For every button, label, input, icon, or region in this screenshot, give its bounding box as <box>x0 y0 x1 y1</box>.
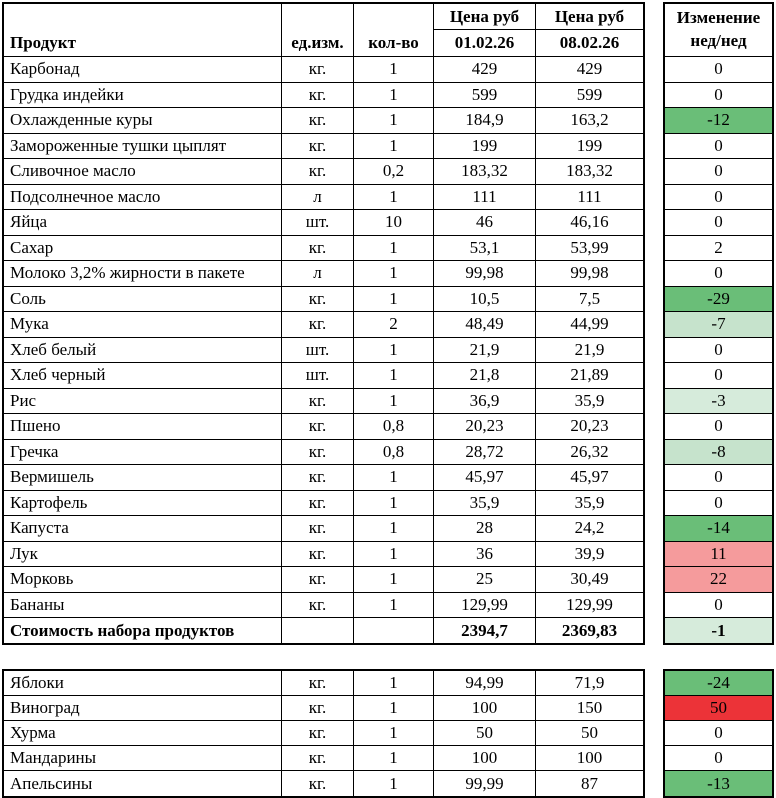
quantity-cell: 1 <box>354 516 434 541</box>
price-2-cell: 87 <box>581 773 598 793</box>
table-row <box>4 159 643 185</box>
price-1-cell: 28 <box>434 516 536 541</box>
product-name-cell: Замороженные тушки цыплят <box>4 134 282 159</box>
header-unit: ед.изм. <box>282 4 354 56</box>
product-name-cell: Сливочное масло <box>4 159 282 184</box>
change-header-line1: Изменение <box>676 8 761 28</box>
price-1-cell: 48,49 <box>434 312 536 337</box>
unit-cell: кг. <box>282 593 354 618</box>
price-1-cell: 21,9 <box>434 338 536 363</box>
change-cell: -1 <box>665 618 772 644</box>
quantity-cell: 1 <box>354 696 434 720</box>
quantity-cell: 1 <box>354 542 434 567</box>
product-name-cell: Молоко 3,2% жирности в пакете <box>4 261 282 286</box>
unit-cell: кг. <box>282 312 354 337</box>
unit-cell: кг. <box>282 57 354 82</box>
quantity-cell: 1 <box>354 746 434 770</box>
header-price-2-label: Цена руб <box>536 4 643 30</box>
table-row <box>4 414 643 440</box>
quantity-cell: 1 <box>354 567 434 592</box>
price-1-cell: 28,72 <box>434 440 536 465</box>
table-row <box>4 338 643 364</box>
change-cell: -8 <box>665 440 772 466</box>
unit-cell: кг. <box>282 108 354 133</box>
price-1-cell: 99,98 <box>434 261 536 286</box>
price-2-cell: 26,32 <box>570 441 609 461</box>
quantity-cell: 1 <box>354 108 434 133</box>
change-cell: 0 <box>665 83 772 109</box>
product-name-cell: Яблоки <box>4 671 282 695</box>
change-cell: 0 <box>665 593 772 619</box>
quantity-cell: 1 <box>354 185 434 210</box>
price-2-cell: 7,5 <box>578 288 601 308</box>
price-2-cell: 111 <box>577 186 602 206</box>
price-2-cell: 163,2 <box>570 110 609 130</box>
price-1-cell: 100 <box>434 696 536 720</box>
change-cell: -12 <box>665 108 772 134</box>
quantity-cell: 1 <box>354 287 434 312</box>
product-name-cell: Гречка <box>4 440 282 465</box>
change-cell: 0 <box>665 746 772 771</box>
quantity-cell: 1 <box>354 593 434 618</box>
price-1-cell: 129,99 <box>434 593 536 618</box>
quantity-cell: 1 <box>354 491 434 516</box>
product-name-cell: Стоимость набора продуктов <box>4 618 282 644</box>
product-name-cell: Карбонад <box>4 57 282 82</box>
header-price-1 <box>434 4 536 56</box>
price-2-cell: 39,9 <box>574 543 605 563</box>
unit-cell: л <box>282 261 354 286</box>
price-2-cell: 100 <box>576 748 603 767</box>
change-cell: 0 <box>665 261 772 287</box>
product-name-cell: Мука <box>4 312 282 337</box>
quantity-cell <box>354 618 434 644</box>
price-1-cell: 94,99 <box>434 671 536 695</box>
table-row <box>4 746 643 771</box>
table-row <box>4 261 643 287</box>
grocery-rows <box>4 57 643 644</box>
price-1-cell: 10,5 <box>434 287 536 312</box>
unit-cell: кг. <box>282 414 354 439</box>
table-row <box>4 57 643 83</box>
change-cell: 0 <box>665 414 772 440</box>
header-price-2 <box>536 4 643 56</box>
unit-cell: кг. <box>282 83 354 108</box>
price-2-cell: 183,32 <box>566 161 613 181</box>
unit-cell: кг. <box>282 721 354 745</box>
quantity-cell: 2 <box>354 312 434 337</box>
table-row <box>4 440 643 466</box>
product-name-cell: Хлеб черный <box>4 363 282 388</box>
price-2-cell: 199 <box>576 135 603 155</box>
table-row <box>4 771 643 796</box>
grocery-table-header <box>4 4 643 57</box>
table-row <box>4 83 643 109</box>
product-name-cell: Грудка индейки <box>4 83 282 108</box>
table-row <box>4 312 643 338</box>
table-row <box>4 185 643 211</box>
change-cell: 11 <box>665 542 772 568</box>
price-2-cell: 2369,83 <box>561 620 618 640</box>
price-2-cell: 45,97 <box>570 467 609 487</box>
change-header-line2: нед/нед <box>690 31 747 50</box>
unit-cell: кг. <box>282 671 354 695</box>
price-2-cell: 129,99 <box>566 594 613 614</box>
price-1-cell: 100 <box>434 746 536 770</box>
change-cell: -13 <box>665 771 772 796</box>
fruit-rows <box>4 671 643 796</box>
unit-cell: кг. <box>282 440 354 465</box>
unit-cell: кг. <box>282 542 354 567</box>
quantity-cell: 1 <box>354 363 434 388</box>
price-2-cell: 30,49 <box>570 569 609 589</box>
product-name-cell: Бананы <box>4 593 282 618</box>
unit-cell: кг. <box>282 696 354 720</box>
table-row <box>4 465 643 491</box>
table-row <box>4 210 643 236</box>
unit-cell: кг. <box>282 567 354 592</box>
product-name-cell: Лук <box>4 542 282 567</box>
table-row <box>4 542 643 568</box>
unit-cell: кг. <box>282 159 354 184</box>
unit-cell: кг. <box>282 746 354 770</box>
unit-cell: кг. <box>282 287 354 312</box>
change-cell: 0 <box>665 134 772 160</box>
price-1-cell: 429 <box>434 57 536 82</box>
unit-cell: шт. <box>282 363 354 388</box>
product-name-cell: Пшено <box>4 414 282 439</box>
table-row <box>4 696 643 721</box>
quantity-cell: 1 <box>354 134 434 159</box>
table-row <box>4 389 643 415</box>
price-1-cell: 36 <box>434 542 536 567</box>
product-name-cell: Хлеб белый <box>4 338 282 363</box>
price-2-cell: 150 <box>576 698 603 717</box>
price-1-cell: 199 <box>434 134 536 159</box>
table-row <box>4 671 643 696</box>
price-2-cell: 429 <box>576 59 603 79</box>
price-2-cell: 21,89 <box>570 365 609 385</box>
price-2-cell: 20,23 <box>570 416 609 436</box>
table-row <box>4 593 643 619</box>
change-cell: 0 <box>665 491 772 517</box>
table-row <box>4 516 643 542</box>
product-name-cell: Мандарины <box>4 746 282 770</box>
price-1-cell: 46 <box>434 210 536 235</box>
quantity-cell: 1 <box>354 465 434 490</box>
change-column-header <box>665 4 772 57</box>
change-column-fruit <box>663 669 774 798</box>
header-price-1-label: Цена руб <box>434 4 535 30</box>
grocery-change-cells <box>665 57 772 644</box>
change-cell: 2 <box>665 236 772 262</box>
quantity-cell: 1 <box>354 261 434 286</box>
price-2-cell: 35,9 <box>574 390 605 410</box>
unit-cell: кг. <box>282 389 354 414</box>
price-2-cell: 53,99 <box>570 237 609 257</box>
unit-cell: кг. <box>282 134 354 159</box>
unit-cell: кг. <box>282 491 354 516</box>
product-name-cell: Вермишель <box>4 465 282 490</box>
change-cell: -7 <box>665 312 772 338</box>
change-cell: 0 <box>665 338 772 364</box>
unit-cell: шт. <box>282 338 354 363</box>
change-cell: 0 <box>665 210 772 236</box>
unit-cell: шт. <box>282 210 354 235</box>
grocery-table <box>2 2 645 645</box>
price-2-cell: 71,9 <box>574 673 605 692</box>
product-name-cell: Морковь <box>4 567 282 592</box>
change-cell: -14 <box>665 516 772 542</box>
product-name-cell: Виноград <box>4 696 282 720</box>
quantity-cell: 10 <box>354 210 434 235</box>
change-cell: 50 <box>665 696 772 721</box>
change-cell: 0 <box>665 185 772 211</box>
change-cell: -29 <box>665 287 772 313</box>
quantity-cell: 1 <box>354 338 434 363</box>
quantity-cell: 1 <box>354 771 434 796</box>
product-name-cell: Подсолнечное масло <box>4 185 282 210</box>
quantity-cell: 0,8 <box>354 414 434 439</box>
price-2-cell: 599 <box>576 84 603 104</box>
quantity-cell: 1 <box>354 83 434 108</box>
change-cell: -3 <box>665 389 772 415</box>
price-2-cell: 35,9 <box>574 492 605 512</box>
price-2-cell: 21,9 <box>574 339 605 359</box>
change-cell: 22 <box>665 567 772 593</box>
product-name-cell: Апельсины <box>4 771 282 796</box>
change-column-grocery <box>663 2 774 645</box>
price-1-cell: 53,1 <box>434 236 536 261</box>
price-2-cell: 44,99 <box>570 314 609 334</box>
price-1-cell: 184,9 <box>434 108 536 133</box>
product-name-cell: Картофель <box>4 491 282 516</box>
header-price-2-date: 08.02.26 <box>559 33 620 52</box>
product-name-cell: Соль <box>4 287 282 312</box>
change-cell: -24 <box>665 671 772 696</box>
quantity-cell: 0,8 <box>354 440 434 465</box>
unit-cell: кг. <box>282 236 354 261</box>
price-1-cell: 25 <box>434 567 536 592</box>
price-1-cell: 20,23 <box>434 414 536 439</box>
table-row <box>4 567 643 593</box>
price-2-cell: 46,16 <box>570 212 609 232</box>
quantity-cell: 1 <box>354 671 434 695</box>
header-qty: кол-во <box>354 4 434 56</box>
fruit-table <box>2 669 645 798</box>
table-row <box>4 287 643 313</box>
price-1-cell: 183,32 <box>434 159 536 184</box>
product-name-cell: Яйца <box>4 210 282 235</box>
price-1-cell: 36,9 <box>434 389 536 414</box>
price-1-cell: 50 <box>434 721 536 745</box>
price-2-cell: 50 <box>581 723 598 742</box>
unit-cell <box>282 618 354 644</box>
table-row <box>4 363 643 389</box>
product-name-cell: Рис <box>4 389 282 414</box>
fruit-change-cells <box>665 671 772 796</box>
table-row <box>4 618 643 644</box>
product-name-cell: Хурма <box>4 721 282 745</box>
quantity-cell: 1 <box>354 721 434 745</box>
unit-cell: кг. <box>282 516 354 541</box>
table-row <box>4 108 643 134</box>
quantity-cell: 1 <box>354 389 434 414</box>
change-cell: 0 <box>665 721 772 746</box>
price-1-cell: 45,97 <box>434 465 536 490</box>
quantity-cell: 1 <box>354 236 434 261</box>
unit-cell: кг. <box>282 465 354 490</box>
product-name-cell: Капуста <box>4 516 282 541</box>
header-price-1-date: 01.02.26 <box>454 33 515 52</box>
product-name-cell: Сахар <box>4 236 282 261</box>
table-row <box>4 721 643 746</box>
header-product: Продукт <box>4 4 282 56</box>
table-row <box>4 134 643 160</box>
price-1-cell: 35,9 <box>434 491 536 516</box>
price-1-cell: 2394,7 <box>434 618 536 644</box>
price-2-cell: 24,2 <box>574 518 605 538</box>
unit-cell: кг. <box>282 771 354 796</box>
unit-cell: л <box>282 185 354 210</box>
change-cell: 0 <box>665 465 772 491</box>
table-row <box>4 236 643 262</box>
table-row <box>4 491 643 517</box>
price-2-cell: 99,98 <box>570 263 609 283</box>
change-cell: 0 <box>665 57 772 83</box>
product-name-cell: Охлажденные куры <box>4 108 282 133</box>
change-cell: 0 <box>665 363 772 389</box>
price-1-cell: 599 <box>434 83 536 108</box>
price-1-cell: 21,8 <box>434 363 536 388</box>
price-1-cell: 111 <box>434 185 536 210</box>
quantity-cell: 1 <box>354 57 434 82</box>
quantity-cell: 0,2 <box>354 159 434 184</box>
change-cell: 0 <box>665 159 772 185</box>
price-1-cell: 99,99 <box>434 771 536 796</box>
